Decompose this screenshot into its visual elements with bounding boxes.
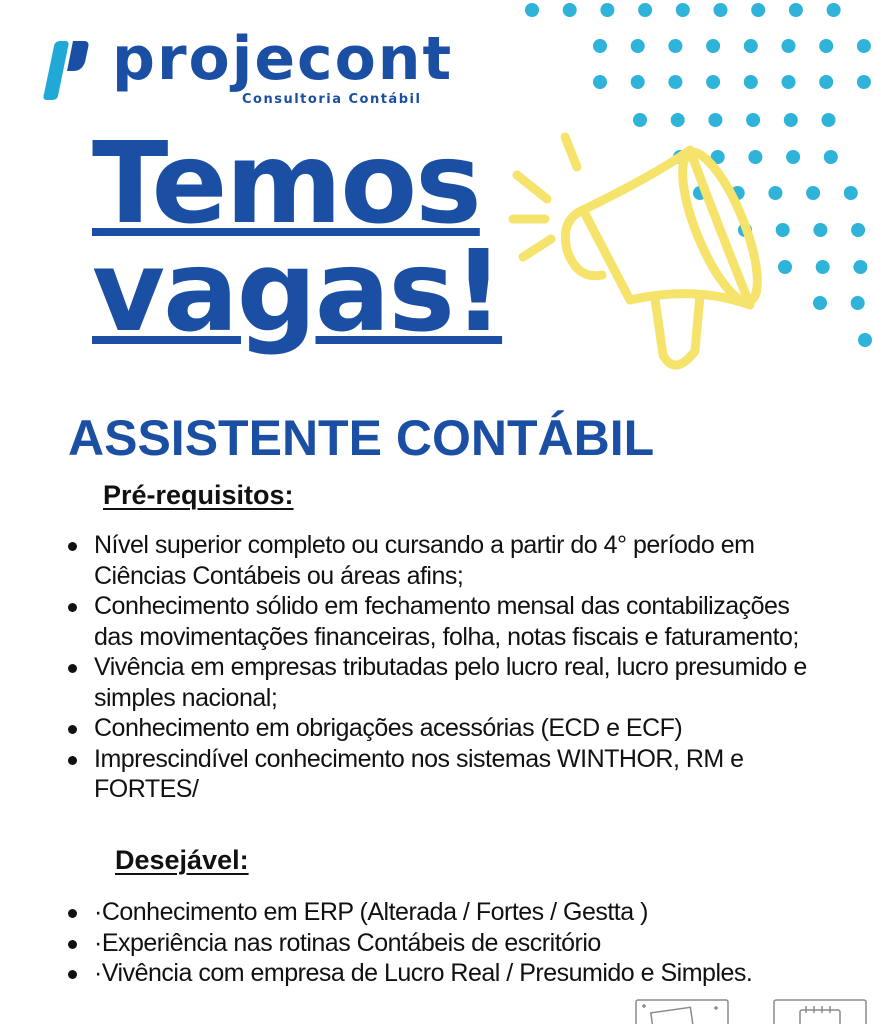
- decorative-dot: [853, 260, 867, 274]
- requirements-list: [68, 530, 828, 805]
- decorative-dot: [789, 3, 803, 17]
- decorative-dot: [751, 3, 765, 17]
- decorative-dot: [706, 39, 720, 53]
- decorative-dot: [638, 3, 652, 17]
- list-item: ·Vivência com empresa de Lucro Real / Presumido e Simples.: [68, 958, 788, 989]
- decorative-dot: [858, 333, 872, 347]
- decorative-dot: [786, 150, 800, 164]
- decorative-dot: [851, 296, 865, 310]
- megaphone-icon: [505, 115, 775, 385]
- decorative-dot: [600, 3, 614, 17]
- calendar-icon: [770, 996, 870, 1024]
- brand-tagline: Consultoria Contábil: [242, 92, 422, 107]
- decorative-dot: [676, 3, 690, 17]
- list-item: Imprescindível conhecimento nos sistemas WINTHOR, RM e FORTES/: [68, 744, 828, 805]
- decorative-dot: [857, 75, 871, 89]
- headline-line-2: vagas!: [92, 227, 503, 357]
- headline-line-1: Temos: [92, 119, 480, 249]
- list-item: Conhecimento sólido em fechamento mensal das contabilizações das movimentações financeiras, folha, notas fiscais e faturamento;: [68, 591, 828, 652]
- decorative-dot: [744, 75, 758, 89]
- document-icon: [632, 996, 732, 1024]
- decorative-dot: [822, 113, 836, 127]
- decorative-dot: [744, 39, 758, 53]
- decorative-dot: [857, 39, 871, 53]
- decorative-dot: [806, 186, 820, 200]
- decorative-dot: [631, 75, 645, 89]
- job-title: ASSISTENTE CONTÁBIL: [68, 410, 655, 466]
- decorative-dot: [827, 3, 841, 17]
- decorative-dot: [593, 39, 607, 53]
- list-item: ·Conhecimento em ERP (Alterada / Fortes / Gestta ): [68, 897, 788, 928]
- desirable-title: Desejável:: [115, 845, 249, 875]
- decorative-dot: [563, 3, 577, 17]
- list-item: Nível superior completo ou cursando a partir do 4° período em Ciências Contábeis ou áreas afins;: [68, 530, 828, 591]
- decorative-dot: [668, 75, 682, 89]
- decorative-dot: [844, 186, 858, 200]
- decorative-dot: [824, 150, 838, 164]
- decorative-dot: [706, 75, 720, 89]
- decorative-dot: [782, 39, 796, 53]
- list-item: Conhecimento em obrigações acessórias (ECD e ECF): [68, 713, 828, 744]
- requirements-title: Pré-requisitos:: [103, 480, 294, 510]
- decorative-dot: [813, 223, 827, 237]
- decorative-dot: [668, 39, 682, 53]
- logo-mark-icon: [40, 38, 92, 102]
- decorative-dot: [851, 223, 865, 237]
- decorative-dot: [816, 260, 830, 274]
- decorative-dot: [819, 39, 833, 53]
- list-item: Vivência em empresas tributadas pelo lucro real, lucro presumido e simples nacional;: [68, 652, 828, 713]
- decorative-dot: [593, 75, 607, 89]
- list-item: ·Experiência nas rotinas Contábeis de escritório: [68, 928, 788, 959]
- brand-name: projecont: [112, 24, 454, 94]
- decorative-dot: [782, 75, 796, 89]
- decorative-dot: [778, 260, 792, 274]
- decorative-dot: [714, 3, 728, 17]
- decorative-dot: [776, 223, 790, 237]
- decorative-dot: [631, 39, 645, 53]
- decorative-dot: [525, 3, 539, 17]
- decorative-dot: [813, 296, 827, 310]
- decorative-dot: [819, 75, 833, 89]
- desirable-list: [68, 897, 788, 989]
- decorative-dot: [784, 113, 798, 127]
